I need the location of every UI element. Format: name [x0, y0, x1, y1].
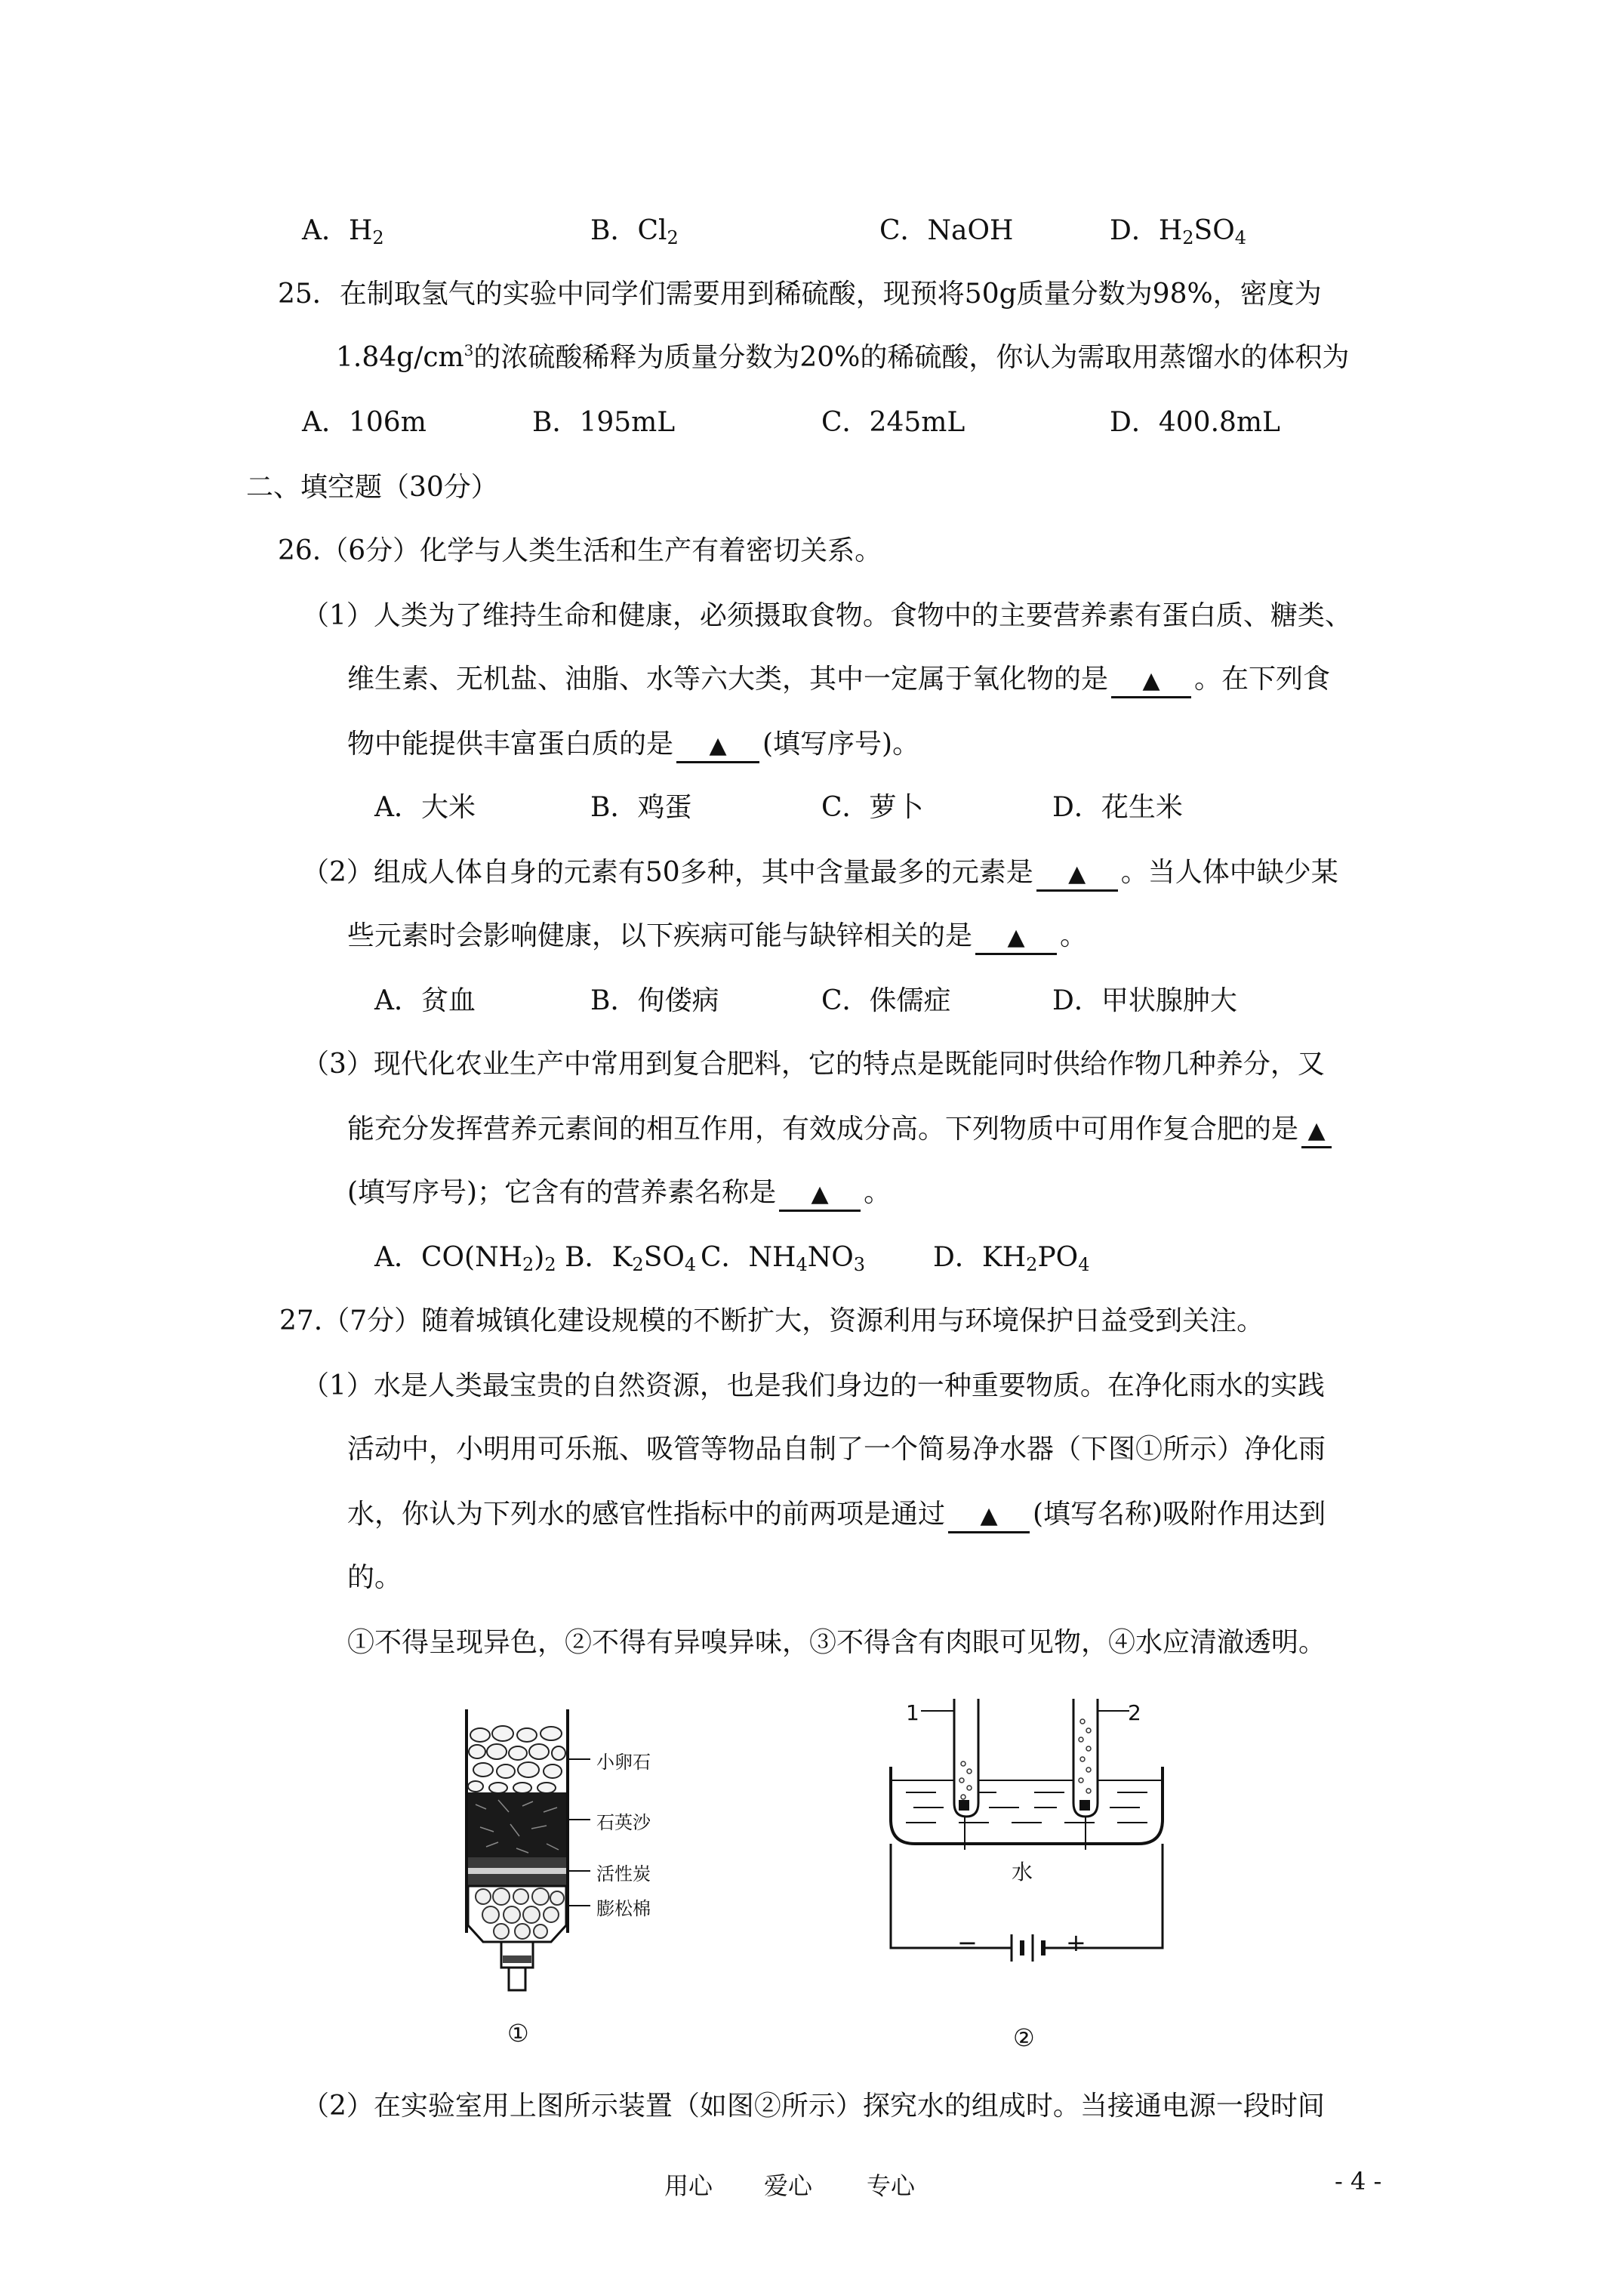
q26-p2-option-d: D．甲状腺肿大: [1052, 985, 1237, 1016]
q25-option-b: B．195mL: [532, 407, 676, 438]
fig2-label-water: 水: [1012, 1860, 1033, 1885]
fig2-label-tube-2: 2: [1128, 1700, 1141, 1725]
q24-option-c: C．NaOH: [879, 215, 1014, 246]
answer-blank: ▲: [1301, 1114, 1332, 1148]
pebble-layer: [468, 1726, 566, 1794]
q26-p2-option-a: A．贫血: [374, 985, 476, 1016]
q26-p2-option-c: C．侏儒症: [821, 985, 951, 1016]
q27-stem: 27.（7分）随着城镇化建设规模的不断扩大，资源利用与环境保护日益受到关注。: [279, 1305, 1264, 1336]
answer-blank: ▲: [779, 1178, 861, 1212]
q27-p1-line2: 活动中，小明用可乐瓶、吸管等物品自制了一个简易净水器（下图①所示）净化雨: [347, 1434, 1326, 1465]
q26-p3-line3: (填写序号)；它含有的营养素名称是 ▲ 。: [347, 1176, 891, 1212]
q26-p1-option-c: C．萝卜: [821, 792, 924, 823]
fig1-label-cotton: 膨松棉: [596, 1898, 651, 1919]
q26-p3-line1: （3）现代化农业生产中常用到复合肥料，它的特点是既能同时供给作物几种养分，又: [302, 1049, 1325, 1080]
fig2-label-plus: +: [1066, 1928, 1086, 1957]
fig2-label-tube-1: 1: [906, 1700, 919, 1725]
section-title: 二、填空题（30分）: [246, 472, 498, 503]
q26-p1-option-b: B．鸡蛋: [590, 792, 692, 823]
answer-blank: ▲: [676, 729, 759, 763]
q26-p2-line1: （2）组成人体自身的元素有50多种，其中含量最多的元素是 ▲ 。当人体中缺少某: [302, 856, 1338, 892]
fig1-label-activated-carbon: 活性炭: [596, 1863, 651, 1885]
q27-p1-line4: 的。: [347, 1562, 402, 1593]
q26-p3-option-b: B．$K_2SO_4$: [565, 1242, 697, 1275]
q26-p1-line2: 维生素、无机盐、油脂、水等六大类，其中一定属于氧化物的是 ▲ 。在下列食: [347, 663, 1330, 698]
q26-p2-option-b: B．佝偻病: [590, 985, 719, 1016]
q26-p2-line2: 些元素时会影响健康，以下疾病可能与缺锌相关的是 ▲ 。: [347, 920, 1087, 955]
q25-option-c: C．245mL: [821, 407, 965, 438]
q26-p1-option-d: D．花生米: [1052, 792, 1183, 823]
q25-option-a: A．106m: [302, 407, 427, 438]
q26-p1-line3: 物中能提供丰富蛋白质的是 ▲ (填写序号)。: [347, 728, 919, 763]
answer-blank: ▲: [975, 921, 1057, 955]
fig1-caption: ①: [507, 2019, 529, 2048]
activated-carbon-layer: [468, 1857, 566, 1886]
q26-stem: 26.（6分）化学与人类生活和生产有着密切关系。: [278, 535, 882, 566]
footer-motto-1: 用心: [664, 2171, 713, 2200]
page-number: - 4 -: [1335, 2167, 1382, 2196]
q27-p1-line3: 水，你认为下列水的感官性指标中的前两项是通过 ▲ (填写名称)吸附作用达到: [347, 1498, 1326, 1533]
q27-p1-line1: （1）水是人类最宝贵的自然资源，也是我们身边的一种重要物质。在净化雨水的实践: [302, 1370, 1325, 1401]
q26-p1-line1: （1）人类为了维持生命和健康，必须摄取食物。食物中的主要营养素有蛋白质、糖类、: [302, 600, 1352, 631]
q24-option-d: D．$H_2SO_4$: [1110, 215, 1247, 248]
q26-p3-option-d: D．$KH_2PO_4$: [933, 1242, 1090, 1275]
answer-blank: ▲: [1111, 664, 1191, 698]
answer-blank: ▲: [1036, 858, 1118, 892]
q26-p3-options: [374, 1241, 696, 1274]
q26-p1-option-a: A．大米: [374, 792, 476, 823]
fig2-label-minus: −: [957, 1928, 978, 1957]
fig1-label-pebbles: 小卵石: [596, 1752, 651, 1773]
q27-p1-line5: ①不得呈现异色，②不得有异嗅异味，③不得含有肉眼可见物，④水应清澈透明。: [347, 1627, 1326, 1658]
q26-p3-option-c: C．$NH_4NO_3$: [701, 1242, 866, 1275]
answer-blank: ▲: [948, 1499, 1030, 1533]
q26-p3-line2: 能充分发挥营养元素间的相互作用，有效成分高。下列物质中可用作复合肥的是 ▲: [347, 1113, 1335, 1148]
q26-p3-option-a: A．$CO(NH_2)_2$: [374, 1242, 556, 1275]
footer-motto-2: 爱心: [764, 2171, 813, 2200]
cotton-layer: [468, 1886, 566, 1942]
q24-option-a: A．$H_2$: [302, 215, 384, 248]
q25-option-d: D．400.8mL: [1110, 407, 1280, 438]
water-purifier-figure: [453, 1699, 694, 2001]
footer-motto-3: 专心: [867, 2171, 916, 2200]
battery-icon: [996, 1934, 1057, 1962]
electrolysis-figure: [876, 1691, 1178, 1993]
fig2-caption: ②: [1013, 2023, 1035, 2052]
fig1-label-quartz-sand: 石英沙: [596, 1812, 651, 1833]
q25-stem-line2: $1.84g/cm^3$的浓硫酸稀释为质量分数为20%的稀硫酸，你认为需取用蒸馏水的体积为: [336, 341, 1350, 373]
quartz-sand-layer: [468, 1792, 566, 1857]
test-tube-1: [954, 1699, 978, 1817]
q27-p2-line1: （2）在实验室用上图所示装置（如图②所示）探究水的组成时。当接通电源一段时间: [302, 2091, 1325, 2122]
q24-option-b: B．$Cl_2$: [590, 215, 679, 248]
q25-stem-line1: 25．在制取氢气的实验中同学们需要用到稀硫酸，现预将50g质量分数为98%，密度为: [278, 279, 1322, 310]
test-tube-2: [1073, 1699, 1098, 1817]
